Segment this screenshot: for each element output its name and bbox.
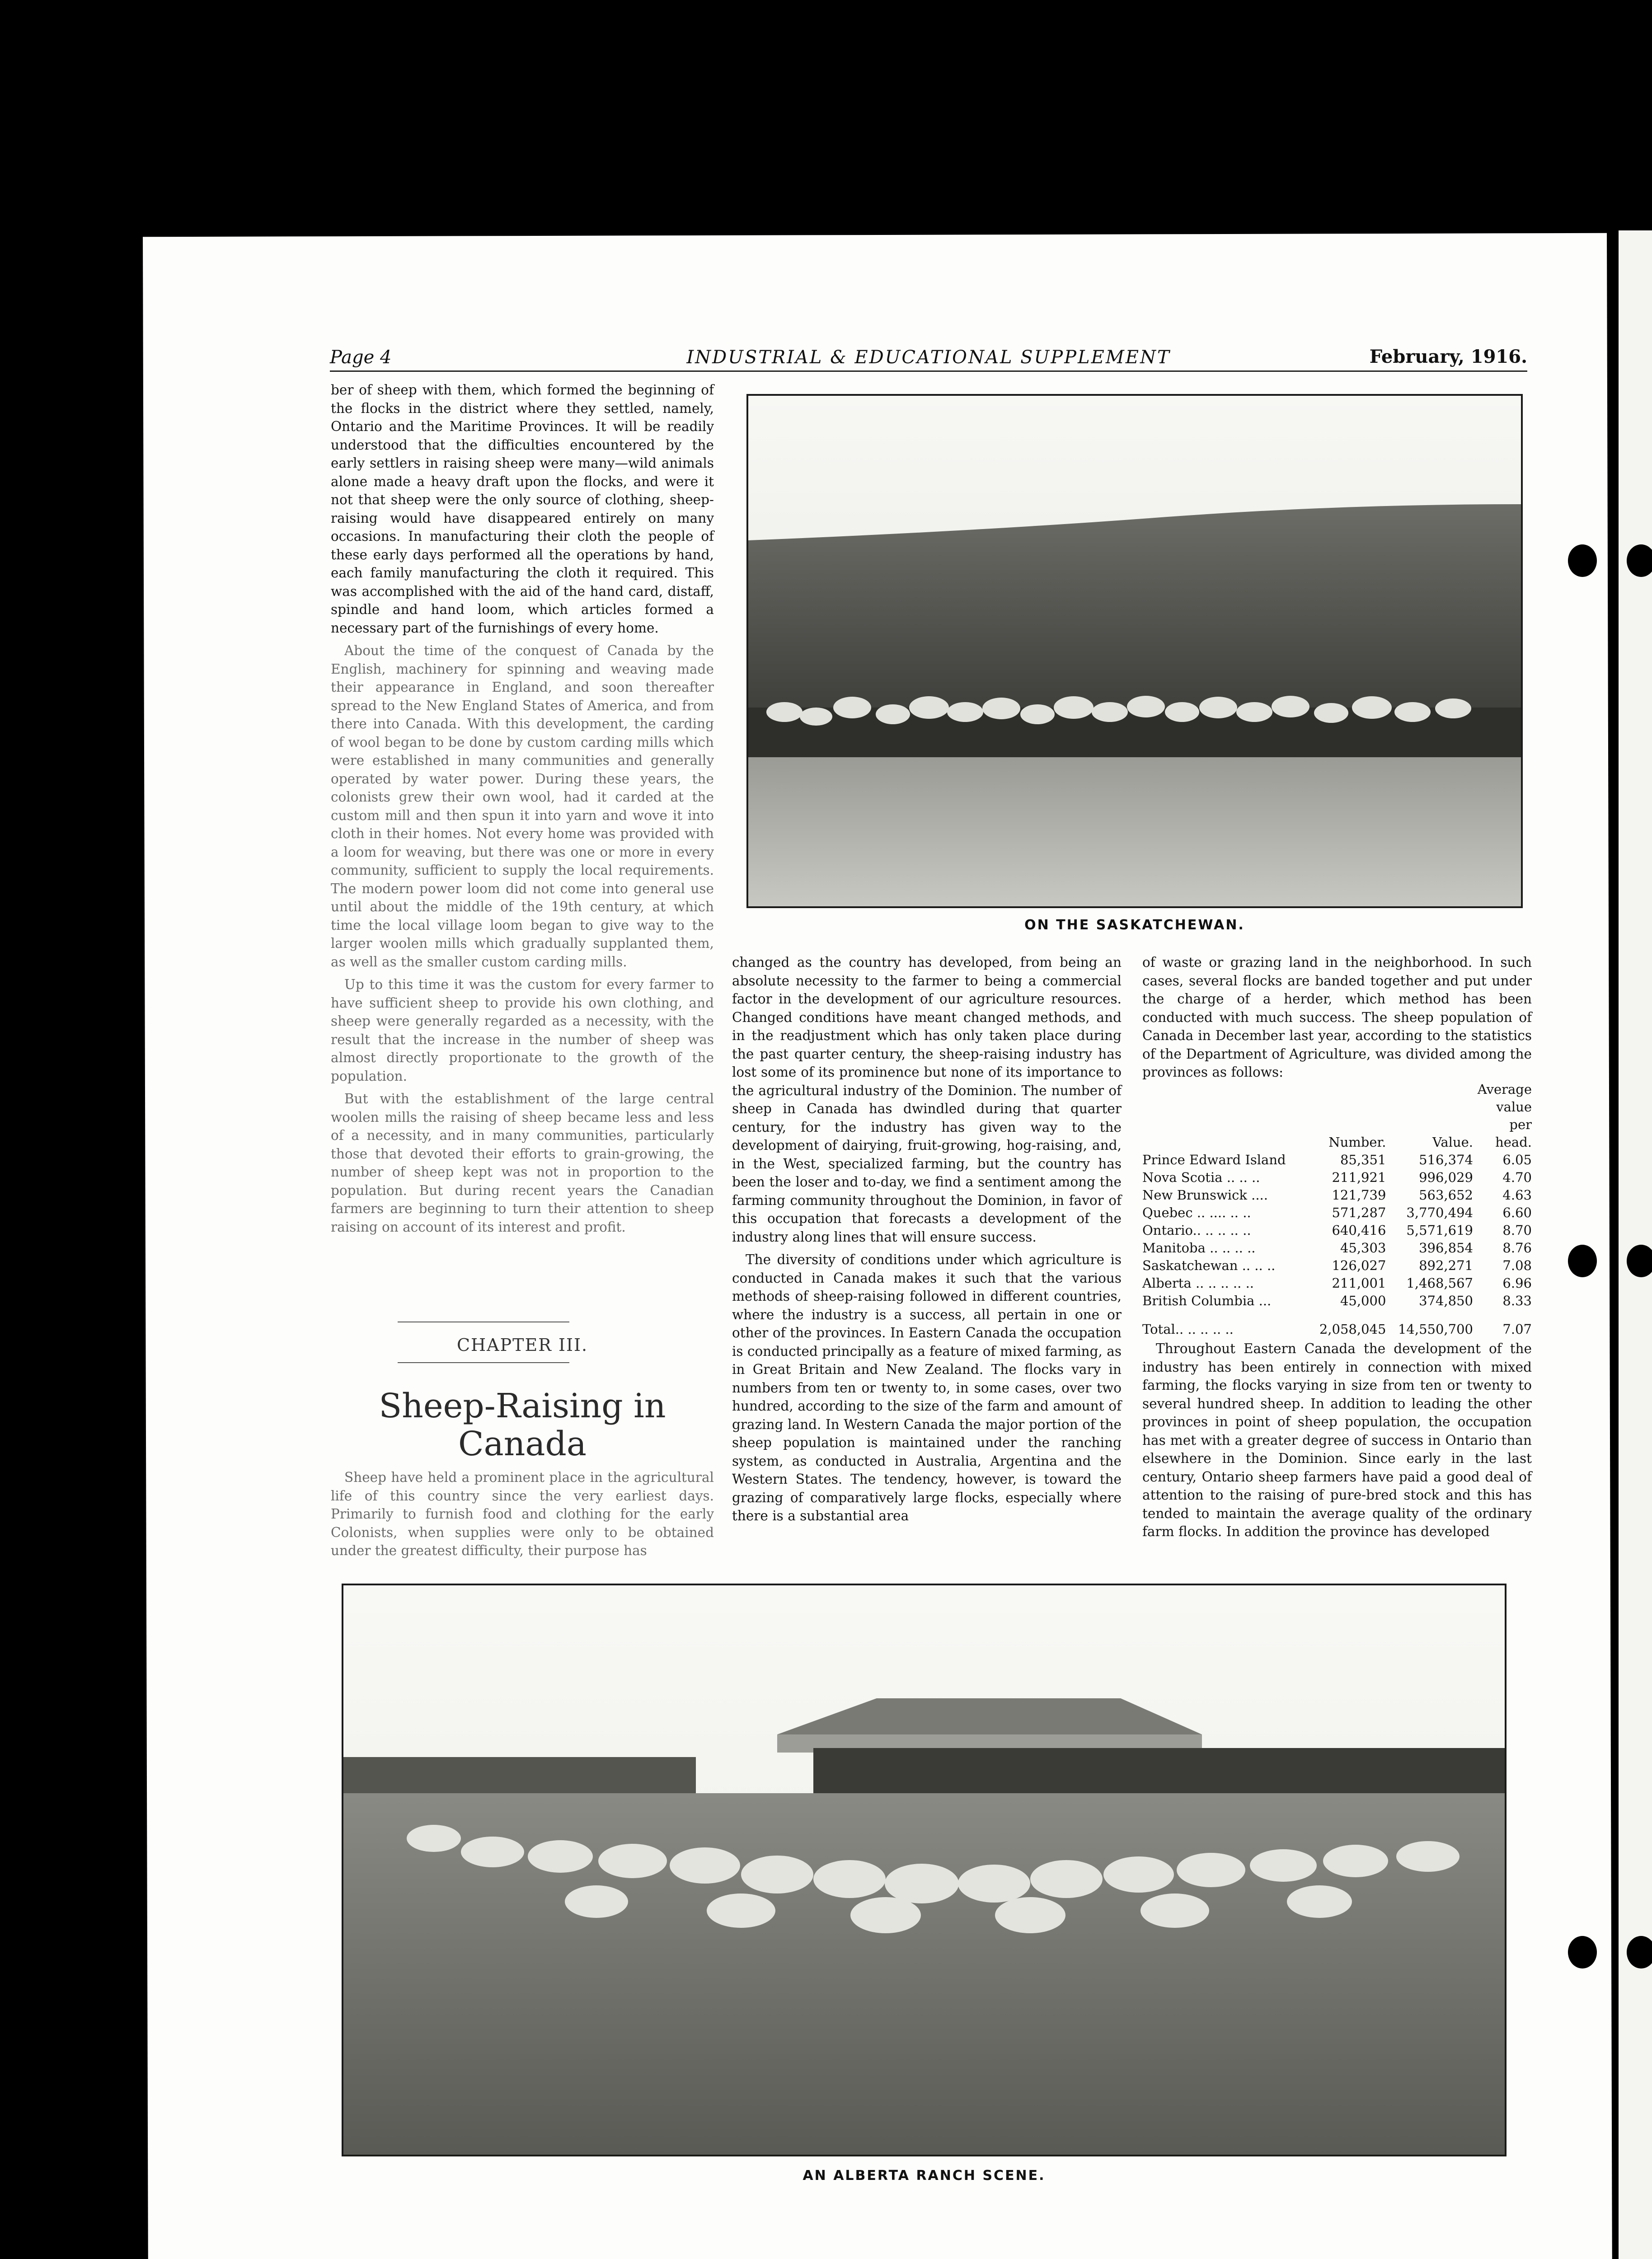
divider [398, 1362, 569, 1363]
number: 85,351 [1340, 1152, 1386, 1167]
value: 5,571,619 [1406, 1223, 1473, 1238]
average: 6.05 [1502, 1152, 1532, 1167]
photo-alberta-ranch [342, 1584, 1507, 2156]
number: 211,921 [1332, 1170, 1386, 1185]
number: 571,287 [1332, 1205, 1386, 1220]
photo-caption-top: ON THE SASKATCHEWAN. [1024, 917, 1245, 933]
paragraph: Sheep have held a prominent place in the agricultural life of this country since the very earliest days. Primarily to furnish food and clothing for the early Colonists, when supplies were only to be obtained under the greatest difficulty, their purpose has [331, 1470, 714, 1558]
total-number: 2,058,045 [1319, 1322, 1386, 1337]
number: 640,416 [1332, 1223, 1386, 1238]
photo-caption-bottom: AN ALBERTA RANCH SCENE. [803, 2168, 1046, 2184]
province: Nova Scotia .. .. .. [1142, 1170, 1260, 1185]
sheep-population-table [1142, 1081, 1532, 1338]
average: 4.63 [1502, 1187, 1532, 1203]
province: Manitoba .. .. .. .. [1142, 1240, 1256, 1256]
article-heading: Sheep-Raising in Canada [379, 1387, 666, 1463]
article-column-1-bottom [331, 1468, 714, 1565]
binder-hole [1568, 1245, 1597, 1277]
chapter-label: CHAPTER III. [456, 1335, 588, 1355]
table-row [1142, 1275, 1532, 1292]
table-row [1142, 1151, 1532, 1169]
table-row [1142, 1169, 1532, 1186]
number: 121,739 [1332, 1187, 1386, 1203]
average: 6.60 [1502, 1205, 1532, 1220]
table-header: Average value per head. [1477, 1082, 1532, 1150]
average: 6.96 [1502, 1275, 1532, 1291]
paragraph: Throughout Eastern Canada the development of the industry has been entirely in connection with mixed farming, the flocks varying in size from ten or twenty to several hundred sheep. In addition to leading the other provinces in point of sheep population, the occupation has met with a greater degree of success in Ontario than elsewhere in the Dominion. Since early in the last century, Ontario sheep farmers have paid a good deal of attention to the raising of pure-bred stock and this has tended to maintain the average quality of the ordinary farm flocks. In addition the province has developed [1142, 1341, 1532, 1539]
paragraph: ber of sheep with them, which formed the beginning of the flocks in the district where they settled, namely, Ontario and the Maritime Provinces. It will be readily understood that the difficulties encountered by the early settlers in raising sheep were many—wild animals alone made a heavy draft upon the flocks, and were it not that sheep were the only source of clothing, sheep-raising would have disappeared entirely on many occasions. In manufacturing their cloth the people of these early days performed all the operations by hand, each family manufacturing the cloth it required. This was accomplished with the aid of the hand card, distaff, spindle and hand loom, which articles formed a necessary part of the furnishings of every home. [331, 382, 714, 636]
number: 126,027 [1332, 1258, 1386, 1273]
paragraph: changed as the country has developed, from being an absolute necessity to the farmer to being a commercial factor in the development of our agriculture resources. Changed conditions have meant changed methods, and in the readjustment which has only taken place during the past quarter century, the sheep-raising industry has lost some of its prominence but none of its importance to the agricultural industry of the Dominion. The number of sheep in Canada has dwindled during that quarter century, for the industry has given way to the development of dairying, fruit-growing, hog-raising, and, in the West, specialized farming, but the country has been the loser and to-day, we find a sentiment among the farming community throughout the Dominion, in favor of this occupation that forecasts a development of the industry along lines that will ensure success. [732, 955, 1122, 1245]
province: New Brunswick .... [1142, 1187, 1268, 1203]
paragraph: About the time of the conquest of Canada by the English, machinery for spinning and weaving made their appearance in England, and soon thereafter spread to the New England States of America, and from there into Canada. With this development, the carding of wool began to be done by custom carding mills which were established in many communities and generally operated by water power. During these years, the colonists grew their own wool, had it carded at the custom mill and then spun it into yarn and wove it into cloth in their homes. Not every home was provided with a loom for weaving, but there was one or more in every community, sufficient to supply the local requirements. The modern power loom did not come into general use until about the middle of the 19th century, at which time the local village loom began to give way to the larger woolen mills which gradually supplanted them, as well as the smaller custom carding mills. [331, 643, 714, 970]
value: 516,374 [1419, 1152, 1473, 1167]
article-column-3 [1142, 953, 1532, 1086]
value: 892,271 [1419, 1258, 1473, 1273]
table-header-row [1142, 1081, 1532, 1151]
page-number: Page 4 [330, 347, 392, 368]
table-header: Number. [1328, 1134, 1386, 1150]
province: British Columbia ... [1142, 1293, 1272, 1308]
average: 8.76 [1502, 1240, 1532, 1256]
value: 996,029 [1419, 1170, 1473, 1185]
paragraph: of waste or grazing land in the neighborhood. In such cases, several flocks are banded together and put under the charge of a herder, which method has been conducted with much success. The sheep population of Canada in December last year, according to the statistics of the Department of Agriculture, was divided among the provinces as follows: [1142, 955, 1532, 1080]
average: 4.70 [1502, 1170, 1532, 1185]
province: Prince Edward Island [1142, 1152, 1286, 1167]
sheep-flock-photo [748, 396, 1521, 906]
table-header: Value. [1432, 1134, 1473, 1150]
ranch-scene-photo [343, 1585, 1505, 2155]
number: 45,303 [1340, 1240, 1386, 1256]
binder-hole [1627, 1936, 1652, 1968]
province: Ontario.. .. .. .. .. [1142, 1223, 1251, 1238]
photo-saskatchewan [746, 394, 1523, 908]
average: 8.70 [1502, 1223, 1532, 1238]
issue-date: February, 1916. [1369, 346, 1527, 367]
total-average: 7.07 [1502, 1322, 1532, 1337]
binder-hole [1627, 544, 1652, 577]
page-header [330, 343, 1527, 372]
table-row [1142, 1186, 1532, 1204]
average: 8.33 [1502, 1293, 1532, 1308]
article-column-3-bottom [1142, 1340, 1532, 1546]
table-header [1142, 1081, 1309, 1151]
binder-hole [1568, 544, 1597, 577]
binder-hole [1627, 1245, 1652, 1277]
value: 3,770,494 [1406, 1205, 1473, 1220]
article-column-2 [732, 953, 1122, 1530]
total-label: Total.. .. .. .. .. [1142, 1322, 1234, 1337]
average: 7.08 [1502, 1258, 1532, 1273]
table-row [1142, 1257, 1532, 1275]
table-row [1142, 1239, 1532, 1257]
number: 211,001 [1332, 1275, 1386, 1291]
province: Saskatchewan .. .. .. [1142, 1258, 1276, 1273]
province: Alberta .. .. .. .. .. [1142, 1275, 1254, 1291]
publication-title: INDUSTRIAL & EDUCATIONAL SUPPLEMENT [686, 347, 1171, 368]
value: 396,854 [1419, 1240, 1473, 1256]
total-value: 14,550,700 [1398, 1322, 1473, 1337]
value: 374,850 [1419, 1293, 1473, 1308]
paragraph: Up to this time it was the custom for every farmer to have sufficient sheep to provide his own clothing, and sheep were generally regarded as a necessity, with the result that the increase in the number of sheep was almost directly proportionate to the growth of the population. [331, 977, 714, 1084]
province: Quebec .. .... .. .. [1142, 1205, 1251, 1220]
value: 1,468,567 [1406, 1275, 1473, 1291]
binder-hole [1568, 1936, 1597, 1968]
table-total-row [1142, 1321, 1532, 1338]
paragraph: But with the establishment of the large central woolen mills the raising of sheep became less and less of a necessity, and in many communities, particularly those that devoted their efforts to grain-growing, the number of sheep kept was not in proportion to the population. But during recent years the Canadian farmers are beginning to turn their attention to sheep raising on account of its interest and profit. [331, 1091, 714, 1235]
table-row [1142, 1292, 1532, 1310]
number: 45,000 [1340, 1293, 1386, 1308]
article-column-1 [331, 381, 714, 1241]
table-row [1142, 1222, 1532, 1239]
value: 563,652 [1419, 1187, 1473, 1203]
paragraph: The diversity of conditions under which agriculture is conducted in Canada makes it such that the various methods of sheep-raising followed in different countries, where the industry is a success, all pertain in one or other of the provinces. In Eastern Canada the occupation is conducted principally as a feature of mixed farming, as in Great Britain and New Zealand. The flocks vary in numbers from ten or twenty to, in some cases, over two hundred, according to the size of the farm and amount of grazing land. In Western Canada the major portion of the sheep population is maintained under the ranching system, as conducted in Australia, Argentina and the Western States. The tendency, however, is toward the grazing of comparatively large flocks, especially where there is a substantial area [732, 1252, 1122, 1523]
table-row [1142, 1204, 1532, 1222]
